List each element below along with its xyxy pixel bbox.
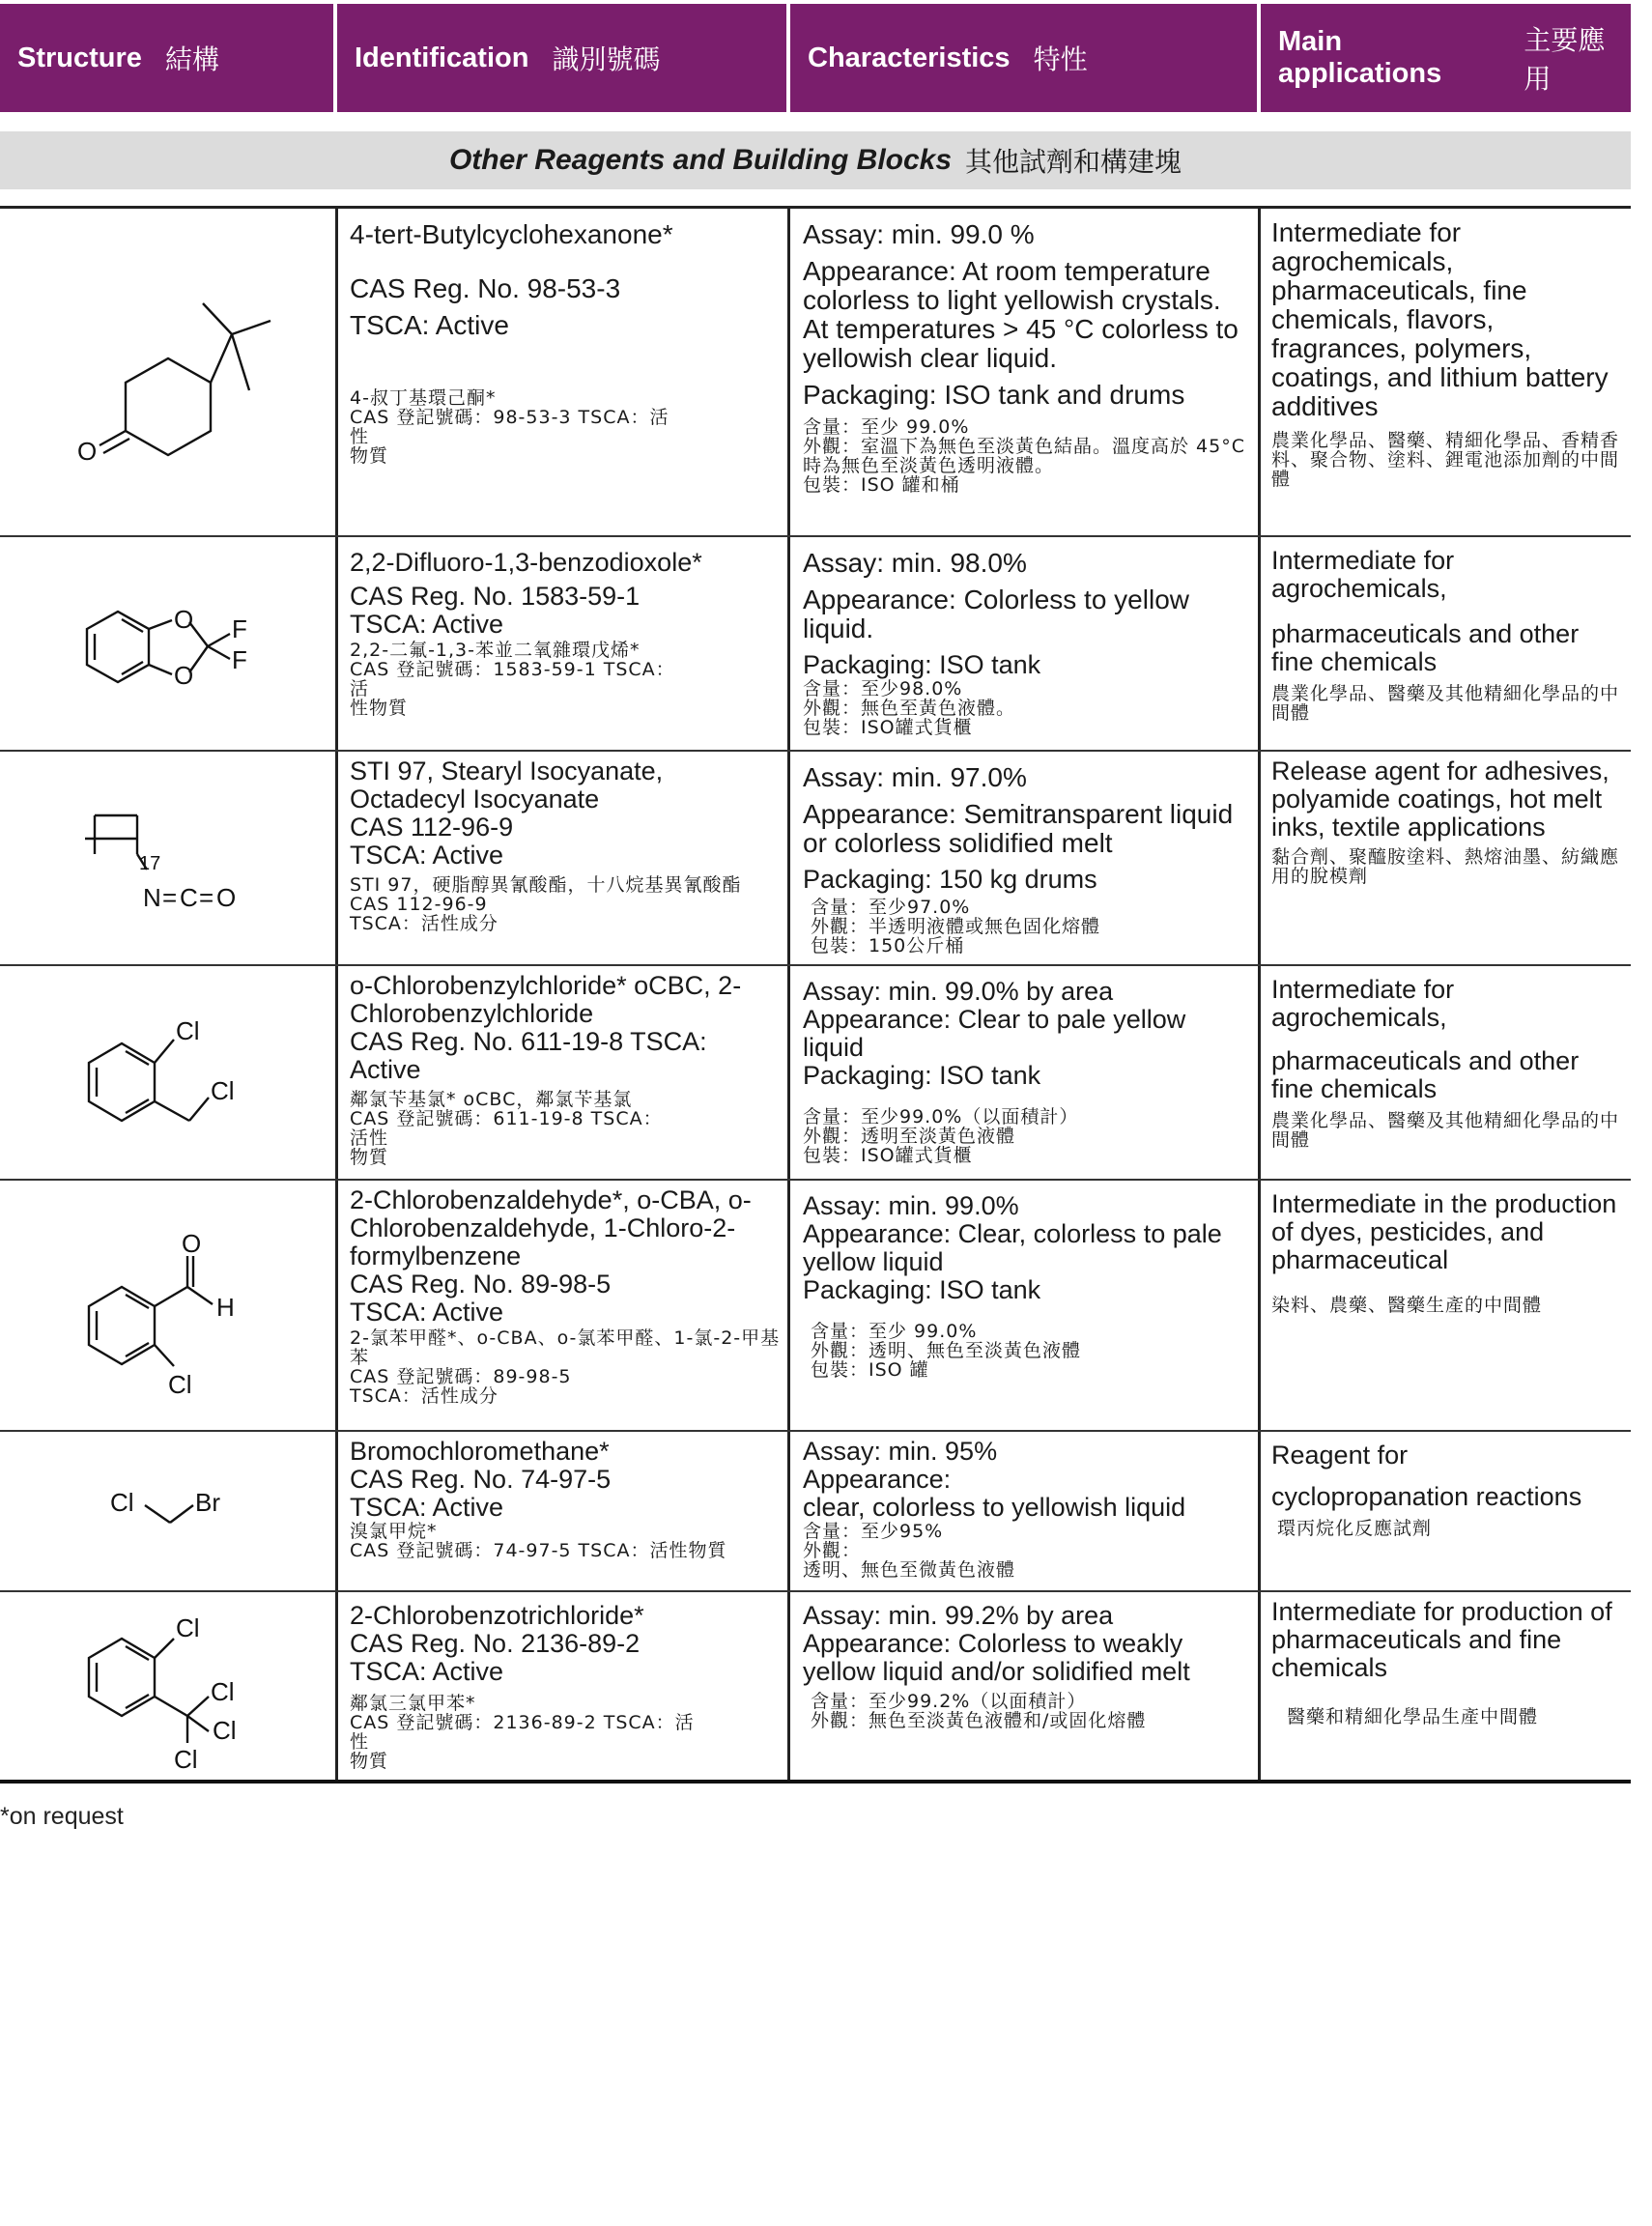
application-en: Intermediate for production of pharmaceuticals and fine chemicals	[1271, 1597, 1612, 1682]
stearyl-isocyanate-structure	[68, 800, 280, 935]
chlorobenzylchloride-structure	[68, 1005, 280, 1159]
application-en: Intermediate for agrochemicals,	[1271, 975, 1455, 1032]
characteristics-zh: 含量：至少 99.0% 外觀：室溫下為無色至淡黃色結晶。溫度高於 45°C 時為無色至淡黃色透明液體。 包裝：ISO 罐和桶	[803, 416, 1245, 496]
atom-label: Cl	[174, 1745, 198, 1774]
structure-cell	[0, 966, 335, 1179]
atom-label: O	[216, 883, 237, 912]
applications-cell	[1262, 209, 1631, 535]
atom-label: =	[199, 883, 214, 912]
atom-label: F	[232, 645, 247, 674]
assay: Assay: min. 95%	[803, 1437, 998, 1466]
header-identification	[337, 4, 786, 112]
table-row	[0, 1181, 1631, 1432]
table-row	[0, 537, 1631, 752]
structure-cell	[0, 1592, 335, 1780]
header-structure	[0, 4, 333, 112]
packaging: Packaging: ISO tank	[803, 1061, 1041, 1090]
identification-zh: 鄰氯三氯甲苯* CAS 登記號碼：2136-89-2 TSCA：活 性 物質	[350, 1693, 695, 1772]
product-name: 2-Chlorobenzotrichloride*	[350, 1601, 644, 1630]
assay: Assay: min. 99.0 %	[803, 219, 1035, 249]
appearance: Appearance: Clear, colorless to pale yellow liquid	[803, 1219, 1222, 1276]
assay: Assay: min. 98.0%	[803, 548, 1027, 578]
table-row	[0, 209, 1631, 537]
characteristics-cell	[791, 1181, 1259, 1430]
table-bottom-rule	[0, 1780, 1631, 1784]
atom-label: Cl	[211, 1076, 235, 1105]
structure-cell	[0, 537, 335, 750]
atom-label: 17	[139, 853, 161, 874]
cas-number: CAS Reg. No. 1583-59-1	[350, 582, 641, 611]
identification-zh: 2,2-二氟-1,3-苯並二氧雜環戊烯* CAS 登記號碼：1583-59-1 TSCA： 活 性物質	[350, 640, 675, 719]
atom-label: O	[77, 437, 98, 466]
identification-zh: STI 97，硬脂醇異氰酸酯，十八烷基異氰酸酯 CAS 112-96-9 TSCA：活性成分	[350, 874, 742, 934]
tert-butylcyclohexanone-structure	[68, 286, 280, 479]
applications-cell	[1262, 537, 1631, 750]
packaging: Packaging: ISO tank	[803, 1275, 1041, 1304]
product-name: Bromochloromethane*	[350, 1437, 610, 1466]
identification-zh: 溴氯甲烷* CAS 登記號碼：74-97-5 TSCA：活性物質	[350, 1521, 727, 1561]
tsca-status: TSCA: Active	[350, 841, 504, 870]
footnote: *on request	[0, 1803, 124, 1830]
structure-cell	[0, 1181, 335, 1430]
application-en: pharmaceuticals and other fine chemicals	[1271, 619, 1580, 676]
header-structure-zh: 結構	[164, 43, 219, 75]
atom-label: Cl	[110, 1488, 134, 1517]
identification-cell	[338, 1181, 788, 1430]
application-en: Reagent for	[1271, 1441, 1409, 1470]
cas-number: CAS Reg. No. 74-97-5	[350, 1465, 612, 1494]
product-name: o-Chlorobenzylchloride* oCBC, 2-Chlorobenzylchloride	[350, 971, 742, 1028]
characteristics-zh: 含量：至少99.0%（以面積計） 外觀：透明至淡黃色液體 包裝：ISO罐式貨櫃	[803, 1106, 1079, 1166]
atom-label: O	[182, 1229, 202, 1258]
structure-cell	[0, 209, 335, 535]
identification-cell	[338, 537, 788, 750]
atom-label: Cl	[213, 1716, 237, 1745]
atom-label: Cl	[168, 1370, 192, 1399]
application-en: cyclopropanation reactions	[1271, 1482, 1582, 1511]
assay: Assay: min. 99.0% by area	[803, 977, 1114, 1006]
characteristics-zh: 含量：至少 99.0% 外觀：透明、無色至淡黃色液體 包裝：ISO 罐	[811, 1321, 1082, 1381]
applications-cell	[1262, 752, 1631, 964]
application-zh: 環丙烷化反應試劑	[1277, 1518, 1433, 1539]
applications-cell	[1262, 1432, 1631, 1590]
packaging: Packaging: ISO tank and drums	[803, 380, 1185, 410]
tsca-status: TSCA: Active	[350, 1298, 504, 1327]
application-en: pharmaceuticals and other fine chemicals	[1271, 1046, 1580, 1103]
table-row	[0, 752, 1631, 966]
characteristics-cell	[791, 209, 1259, 535]
product-name: 4-tert-Butylcyclohexanone*	[350, 219, 673, 249]
tsca-status: TSCA: Active	[350, 610, 504, 639]
characteristics-cell	[791, 752, 1259, 964]
characteristics-zh: 含量：至少95% 外觀： 透明、無色至微黃色液體	[803, 1521, 1016, 1581]
header-characteristics-zh: 特性	[1033, 43, 1088, 75]
applications-cell	[1262, 1181, 1631, 1430]
header-applications	[1261, 4, 1631, 112]
product-name: STI 97, Stearyl Isocyanate, Octadecyl Isocyanate	[350, 756, 664, 813]
tsca-status: TSCA: Active	[350, 1657, 504, 1686]
atom-label: =	[162, 883, 178, 912]
identification-zh: 4-叔丁基環己酮* CAS 登記號碼：98-53-3 TSCA：活 性 物質	[350, 387, 669, 467]
atom-label: C	[180, 883, 198, 912]
applications-cell	[1262, 966, 1631, 1179]
tsca-status: TSCA: Active	[350, 310, 509, 340]
chlorobenzotrichloride-structure	[68, 1608, 280, 1778]
characteristics-zh: 含量：至少98.0% 外觀：無色至黃色液體。 包裝：ISO罐式貨櫃	[803, 678, 1016, 738]
product-name: 2,2-Difluoro-1,3-benzodioxole*	[350, 548, 702, 577]
table-row	[0, 966, 1631, 1181]
table-row	[0, 1432, 1631, 1592]
assay: Assay: min. 97.0%	[803, 762, 1027, 792]
header-applications-zh: 主要應用	[1524, 24, 1606, 95]
appearance: Appearance: clear, colorless to yellowish liquid	[803, 1465, 1186, 1522]
appearance: Appearance: Semitransparent liquid or colorless solidified melt	[803, 799, 1234, 858]
application-en: Intermediate for agrochemicals,	[1271, 546, 1455, 603]
characteristics-zh: 含量：至少99.2%（以面積計） 外觀：無色至淡黃色液體和/或固化熔體	[811, 1691, 1147, 1731]
section-title-zh: 其他試劑和構建塊	[965, 146, 1182, 178]
table-header	[0, 0, 1631, 112]
assay: Assay: min. 99.0%	[803, 1191, 1019, 1220]
packaging: Packaging: ISO tank	[803, 650, 1041, 679]
header-identification-en: Identification	[355, 42, 529, 73]
header-structure-en: Structure	[17, 42, 142, 73]
identification-cell	[338, 1592, 788, 1780]
cas-number: CAS Reg. No. 89-98-5	[350, 1270, 612, 1298]
appearance: Appearance: Colorless to yellow liquid.	[803, 585, 1189, 643]
appearance: Appearance: At room temperature colorless to light yellowish crystals. At temperatures > 45 °C colorless to yellowish clear liquid.	[803, 256, 1239, 373]
atom-label: O	[174, 605, 194, 634]
application-zh: 農業化學品、醫藥及其他精細化學品的中間體	[1271, 683, 1620, 724]
cas-number: CAS 112-96-9	[350, 813, 514, 842]
header-applications-en: Main applications	[1278, 26, 1442, 89]
header-characteristics	[790, 4, 1257, 112]
difluorobenzodioxole-structure	[68, 585, 280, 721]
applications-cell	[1262, 1592, 1631, 1780]
atom-label: H	[216, 1293, 235, 1322]
application-zh: 農業化學品、醫藥及其他精細化學品的中間體	[1271, 1110, 1620, 1151]
application-zh: 醫藥和精細化學品生產中間體	[1287, 1706, 1539, 1727]
application-en: Intermediate in the production of dyes, pesticides, and pharmaceutical	[1271, 1189, 1617, 1274]
atom-label: Cl	[176, 1016, 200, 1045]
cas-number: CAS Reg. No. 98-53-3	[350, 273, 621, 303]
characteristics-cell	[791, 1432, 1259, 1590]
application-zh: 染料、農藥、醫藥生產的中間體	[1271, 1295, 1543, 1316]
atom-label: Cl	[211, 1677, 235, 1706]
bromochloromethane-structure	[97, 1470, 290, 1548]
identification-zh: 鄰氯苄基氯* oCBC，鄰氯苄基氯 CAS 登記號碼：611-19-8 TSCA： 活性 物質	[350, 1089, 663, 1168]
identification-zh: 2-氯苯甲醛*、o-CBA、o-氯苯甲醛、1-氯-2-甲基苯 CAS 登記號碼：89-98-5 TSCA：活性成分	[350, 1327, 781, 1407]
product-name: 2-Chlorobenzaldehyde*, o-CBA, o-Chlorobenzaldehyde, 1-Chloro-2-formylbenzene	[350, 1185, 752, 1270]
atom-label: Br	[195, 1488, 220, 1517]
identification-cell	[338, 752, 788, 964]
characteristics-cell	[791, 537, 1259, 750]
identification-cell	[338, 1432, 788, 1590]
appearance: Appearance: Colorless to weakly yellow liquid and/or solidified melt	[803, 1629, 1190, 1686]
assay: Assay: min. 99.2% by area	[803, 1601, 1114, 1630]
chlorobenzaldehyde-structure	[68, 1229, 280, 1403]
identification-cell	[338, 966, 788, 1179]
characteristics-cell	[791, 966, 1259, 1179]
application-en: Release agent for adhesives, polyamide coatings, hot melt inks, textile applications	[1271, 756, 1609, 842]
section-banner	[0, 131, 1631, 189]
packaging: Packaging: 150 kg drums	[803, 865, 1097, 894]
identification-cell	[338, 209, 788, 535]
structure-cell	[0, 1432, 335, 1590]
structure-cell	[0, 752, 335, 964]
header-identification-zh: 識別號碼	[552, 43, 661, 75]
atom-label: Cl	[176, 1613, 200, 1642]
atom-label: F	[232, 614, 247, 643]
tsca-status: TSCA: Active	[350, 1493, 504, 1522]
characteristics-cell	[791, 1592, 1259, 1780]
table-row	[0, 1592, 1631, 1780]
characteristics-zh: 含量：至少97.0% 外觀：半透明液體或無色固化熔體 包裝：150公斤桶	[811, 897, 1101, 956]
section-title-en: Other Reagents and Building Blocks	[448, 144, 953, 176]
application-en: Intermediate for agrochemicals, pharmaceuticals, fine chemicals, flavors, fragrances, polymers, coatings, and lithium battery additives	[1271, 217, 1609, 421]
atom-label: O	[174, 661, 194, 690]
header-characteristics-en: Characteristics	[808, 42, 1011, 73]
cas-number: CAS Reg. No. 611-19-8 TSCA: Active	[350, 1027, 707, 1084]
appearance: Appearance: Clear to pale yellow liquid	[803, 1005, 1186, 1062]
application-zh: 農業化學品、醫藥、精細化學品、香精香料、聚合物、塗料、鋰電池添加劑的中間體	[1271, 430, 1620, 490]
atom-label: N	[143, 883, 161, 912]
application-zh: 黏合劑、聚醯胺塗料、熱熔油墨、紡織應用的脫模劑	[1271, 846, 1620, 887]
cas-number: CAS Reg. No. 2136-89-2	[350, 1629, 641, 1658]
